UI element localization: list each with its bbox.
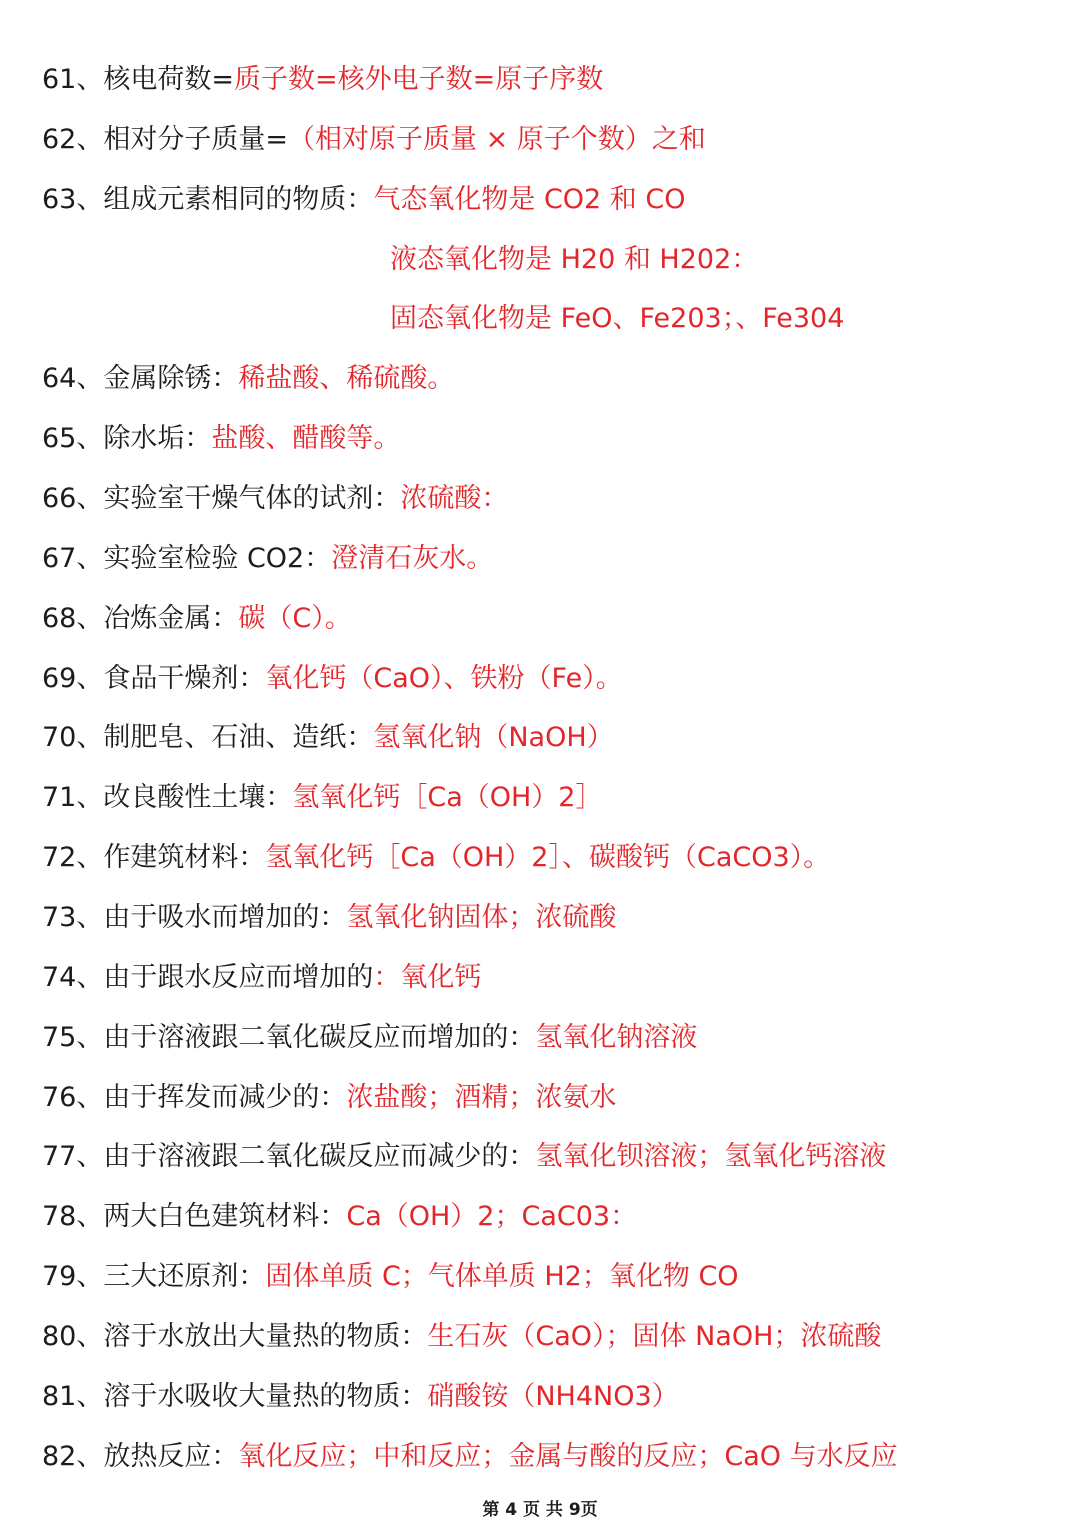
item-label: 、由于挥发而减少的：: [76, 1081, 347, 1113]
item-number: 61: [42, 64, 77, 95]
item-number: 80: [42, 1321, 77, 1353]
item-number: 77: [42, 1141, 77, 1173]
item-label: 、两大白色建筑材料：: [76, 1201, 347, 1233]
list-item-63-liquid: [42, 230, 1052, 290]
list-item-81: [42, 1367, 1052, 1427]
item-number: 76: [42, 1081, 77, 1113]
item-number: 74: [42, 961, 77, 993]
item-label: 、金属除锈：: [76, 363, 239, 395]
item-number: 70: [42, 722, 77, 754]
item-answer: 稀盐酸、稀硫酸。: [238, 363, 455, 395]
item-answer: 液态氧化物是 H20 和 H202：: [390, 243, 759, 275]
list-item-70: [42, 708, 1052, 768]
item-label: 、三大还原剂：: [76, 1261, 266, 1293]
item-answer: 氧化钙（CaO）、铁粉（Fe）。: [265, 662, 623, 694]
item-answer: 固体单质 C；气体单质 H2；氧化物 CO: [265, 1261, 739, 1293]
list-item-82: [42, 1427, 1052, 1487]
item-label: 、放热反应：: [76, 1440, 239, 1472]
item-answer: 氢氧化钡溶液；氢氧化钙溶液: [535, 1141, 887, 1173]
list-item-75: [42, 1008, 1052, 1068]
item-answer: 固态氧化物是 FeO、Fe203；、Fe304: [390, 303, 845, 335]
list-item-63: [42, 170, 1052, 230]
item-label: 、由于溶液跟二氧化碳反应而增加的：: [76, 1021, 536, 1053]
item-answer: Ca（OH）2；CaC03：: [346, 1201, 638, 1233]
item-label: 、由于吸水而增加的：: [76, 902, 347, 934]
item-number: 81: [42, 1380, 77, 1412]
item-answer: 氢氧化钠溶液: [535, 1021, 698, 1053]
list-item-79: [42, 1247, 1052, 1307]
list-item-78: [42, 1187, 1052, 1247]
list-item-67: [42, 529, 1052, 589]
list-item-73: [42, 888, 1052, 948]
item-label: 、改良酸性土壤：: [76, 782, 293, 814]
item-label: 、由于跟水反应而增加的: [76, 961, 374, 993]
item-answer: 氢氧化钙［Ca（OH）2］: [292, 782, 603, 814]
item-label: 、溶于水放出大量热的物质：: [76, 1321, 428, 1353]
list-item-61: [42, 50, 1052, 110]
item-number: 65: [42, 423, 77, 455]
item-answer: ：氧化钙: [373, 961, 482, 993]
item-number: 69: [42, 662, 77, 694]
item-answer: 质子数=核外电子数=原子序数: [233, 64, 604, 95]
list-item-62: [42, 110, 1052, 170]
item-answer: 生石灰（CaO）；固体 NaOH；浓硫酸: [427, 1321, 882, 1353]
item-number: 71: [42, 782, 77, 814]
item-number: 62: [42, 123, 77, 155]
item-answer: 浓盐酸；酒精；浓氨水: [346, 1081, 617, 1113]
item-answer: 澄清石灰水。: [331, 542, 494, 574]
item-answer: 浓硫酸：: [400, 483, 509, 515]
item-number: 66: [42, 483, 77, 515]
list-item-65: [42, 409, 1052, 469]
list-item-69: [42, 649, 1052, 709]
item-number: 64: [42, 363, 77, 395]
item-label: 、由于溶液跟二氧化碳反应而减少的：: [76, 1141, 536, 1173]
knowledge-list: [42, 50, 1052, 1487]
page-number-footer: 第 4 页 共 9页: [482, 1500, 598, 1520]
item-answer: 氧化反应；中和反应；金属与酸的反应；CaO 与水反应: [238, 1440, 898, 1472]
item-label: 、组成元素相同的物质：: [76, 183, 374, 215]
item-label: 、相对分子质量=: [76, 123, 288, 155]
item-number: 73: [42, 902, 77, 934]
item-label: 、实验室干燥气体的试剂：: [76, 483, 401, 515]
item-label: 、除水垢：: [76, 423, 212, 455]
list-item-64: [42, 349, 1052, 409]
item-number: 78: [42, 1201, 77, 1233]
item-number: 68: [42, 602, 77, 634]
item-answer: 气态氧化物是 CO2 和 CO: [373, 183, 686, 215]
list-item-71: [42, 768, 1052, 828]
item-label: 、溶于水吸收大量热的物质：: [76, 1380, 428, 1412]
item-label: 、实验室检验 CO2：: [76, 542, 332, 574]
item-number: 72: [42, 842, 77, 874]
list-item-72: [42, 828, 1052, 888]
item-number: 63: [42, 183, 77, 215]
item-number: 67: [42, 542, 77, 574]
item-answer: 盐酸、醋酸等。: [211, 423, 401, 455]
list-item-77: [42, 1127, 1052, 1187]
item-label: 、核电荷数=: [76, 64, 234, 95]
item-answer: 硝酸铵（NH4NO3）: [427, 1380, 679, 1412]
item-answer: （相对原子质量 × 原子个数）之和: [287, 123, 706, 155]
list-item-63-solid: [42, 289, 1052, 349]
list-item-76: [42, 1068, 1052, 1128]
item-label: 、作建筑材料：: [76, 842, 266, 874]
item-answer: 氢氧化钠（NaOH）: [373, 722, 614, 754]
item-answer: 碳（C）。: [238, 602, 352, 634]
list-item-68: [42, 589, 1052, 649]
list-item-66: [42, 469, 1052, 529]
item-number: 82: [42, 1440, 77, 1472]
item-label: 、制肥皂、石油、造纸：: [76, 722, 374, 754]
item-answer: 氢氧化钙［Ca（OH）2］、碳酸钙（CaCO3）。: [265, 842, 831, 874]
list-item-74: [42, 948, 1052, 1008]
item-label: 、食品干燥剂：: [76, 662, 266, 694]
list-item-80: [42, 1307, 1052, 1367]
item-number: 79: [42, 1261, 77, 1293]
item-number: 75: [42, 1021, 77, 1053]
item-label: 、冶炼金属：: [76, 602, 239, 634]
item-answer: 氢氧化钠固体；浓硫酸: [346, 902, 617, 934]
